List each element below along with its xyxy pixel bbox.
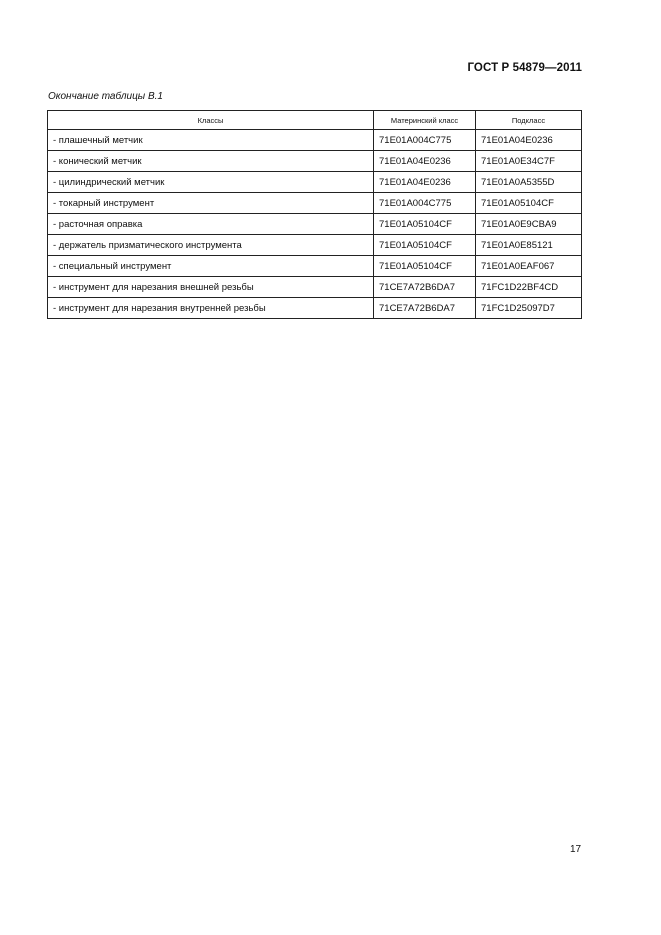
table-header-row — [48, 111, 582, 130]
cell-class: - расточная оправка — [48, 214, 374, 235]
cell-class: - специальный инструмент — [48, 256, 374, 277]
table-row — [48, 151, 582, 172]
cell-subclass: 71E01A0A5355D — [476, 172, 582, 193]
cell-parent-class: 71E01A05104CF — [374, 256, 476, 277]
cell-subclass: 71E01A0E34C7F — [476, 151, 582, 172]
table-row — [48, 172, 582, 193]
cell-parent-class: 71E01A05104CF — [374, 214, 476, 235]
cell-subclass: 71E01A0EAF067 — [476, 256, 582, 277]
cell-class: - токарный инструмент — [48, 193, 374, 214]
table-row — [48, 130, 582, 151]
cell-subclass: 71FC1D22BF4CD — [476, 277, 582, 298]
cell-subclass: 71E01A0E85121 — [476, 235, 582, 256]
column-header-classes: Классы — [48, 111, 374, 130]
cell-class: - конический метчик — [48, 151, 374, 172]
cell-subclass: 71E01A04E0236 — [476, 130, 582, 151]
cell-parent-class: 71E01A04E0236 — [374, 172, 476, 193]
cell-parent-class: 71E01A04E0236 — [374, 151, 476, 172]
cell-class: - цилиндрический метчик — [48, 172, 374, 193]
cell-class: - держатель призматического инструмента — [48, 235, 374, 256]
page-number: 17 — [570, 844, 582, 855]
cell-subclass: 71E01A0E9CBA9 — [476, 214, 582, 235]
table-row — [48, 277, 582, 298]
cell-parent-class: 71CE7A72B6DA7 — [374, 298, 476, 319]
table-row — [48, 193, 582, 214]
cell-parent-class: 71E01A05104CF — [374, 235, 476, 256]
column-header-subclass: Подкласс — [476, 111, 582, 130]
cell-parent-class: 71E01A004C775 — [374, 193, 476, 214]
cell-subclass: 71FC1D25097D7 — [476, 298, 582, 319]
cell-class: - инструмент для нарезания внешней резьбы — [48, 277, 374, 298]
table-caption: Окончание таблицы В.1 — [48, 91, 163, 102]
classification-table — [47, 110, 582, 319]
table-row — [48, 256, 582, 277]
column-header-parent-class: Материнский класс — [374, 111, 476, 130]
cell-class: - инструмент для нарезания внутренней резьбы — [48, 298, 374, 319]
table-row — [48, 214, 582, 235]
document-standard-id: ГОСТ Р 54879—2011 — [467, 62, 582, 74]
cell-class: - плашечный метчик — [48, 130, 374, 151]
cell-parent-class: 71CE7A72B6DA7 — [374, 277, 476, 298]
table-row — [48, 298, 582, 319]
table-row — [48, 235, 582, 256]
cell-subclass: 71E01A05104CF — [476, 193, 582, 214]
cell-parent-class: 71E01A004C775 — [374, 130, 476, 151]
